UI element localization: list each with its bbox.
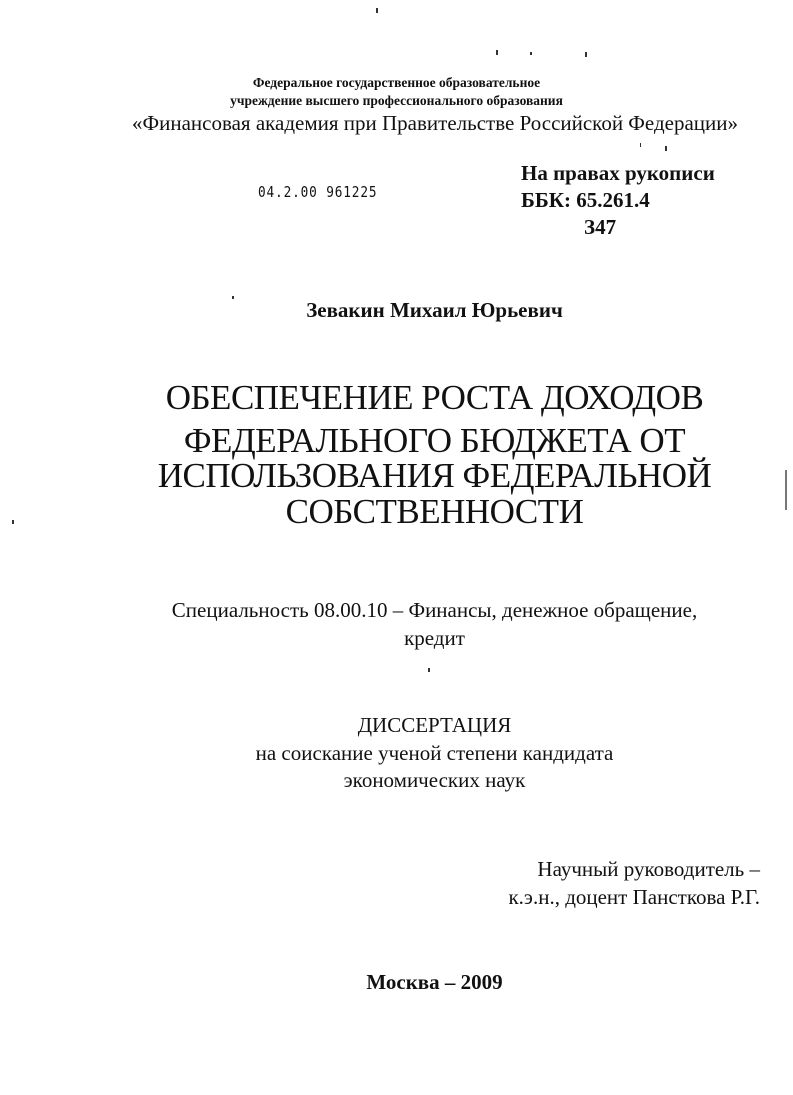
scan-speck — [496, 50, 498, 55]
academy-name: «Финансовая академия при Правительстве Российской Федерации» — [132, 111, 738, 135]
supervisor-name: к.э.н., доцент Пансткова Р.Г. — [508, 885, 760, 909]
supervisor-label: Научный руководитель – — [537, 857, 760, 881]
degree-line-1: на соискание ученой степени кандидата — [255, 741, 614, 765]
title-line-4: СОБСТВЕННОСТИ — [285, 492, 584, 531]
title-line-1: ОБЕСПЕЧЕНИЕ РОСТА ДОХОДОВ — [165, 378, 704, 417]
scan-speck — [376, 8, 378, 13]
scan-speck — [640, 143, 641, 147]
scan-speck — [530, 52, 532, 55]
institution-line-2: учреждение высшего профессионального образования — [230, 93, 563, 108]
dissertation-heading: ДИССЕРТАЦИЯ — [357, 713, 512, 737]
manuscript-rights: На правах рукописи — [521, 161, 715, 185]
degree-line-2: экономических наук — [343, 768, 526, 792]
scan-speck — [665, 146, 667, 151]
specialty-line-1: Специальность 08.00.10 – Финансы, денежное обращение, — [171, 598, 698, 622]
bbk-code: ББК: 65.261.4 — [521, 188, 650, 212]
author-sign-code: З47 — [584, 215, 617, 239]
city-year: Москва – 2009 — [366, 970, 503, 994]
specialty-line-2: кредит — [404, 626, 465, 650]
title-line-2: ФЕДЕРАЛЬНОГО БЮДЖЕТА ОТ — [183, 421, 686, 460]
title-line-3: ИСПОЛЬЗОВАНИЯ ФЕДЕРАЛЬНОЙ — [157, 456, 712, 495]
institution-line-1: Федеральное государственное образовательное — [252, 75, 541, 90]
scan-speck — [428, 668, 430, 672]
author-name: Зевакин Михаил Юрьевич — [306, 298, 563, 322]
registration-stamp: 04.2.00 961225 — [258, 183, 378, 201]
scan-speck — [585, 52, 587, 57]
